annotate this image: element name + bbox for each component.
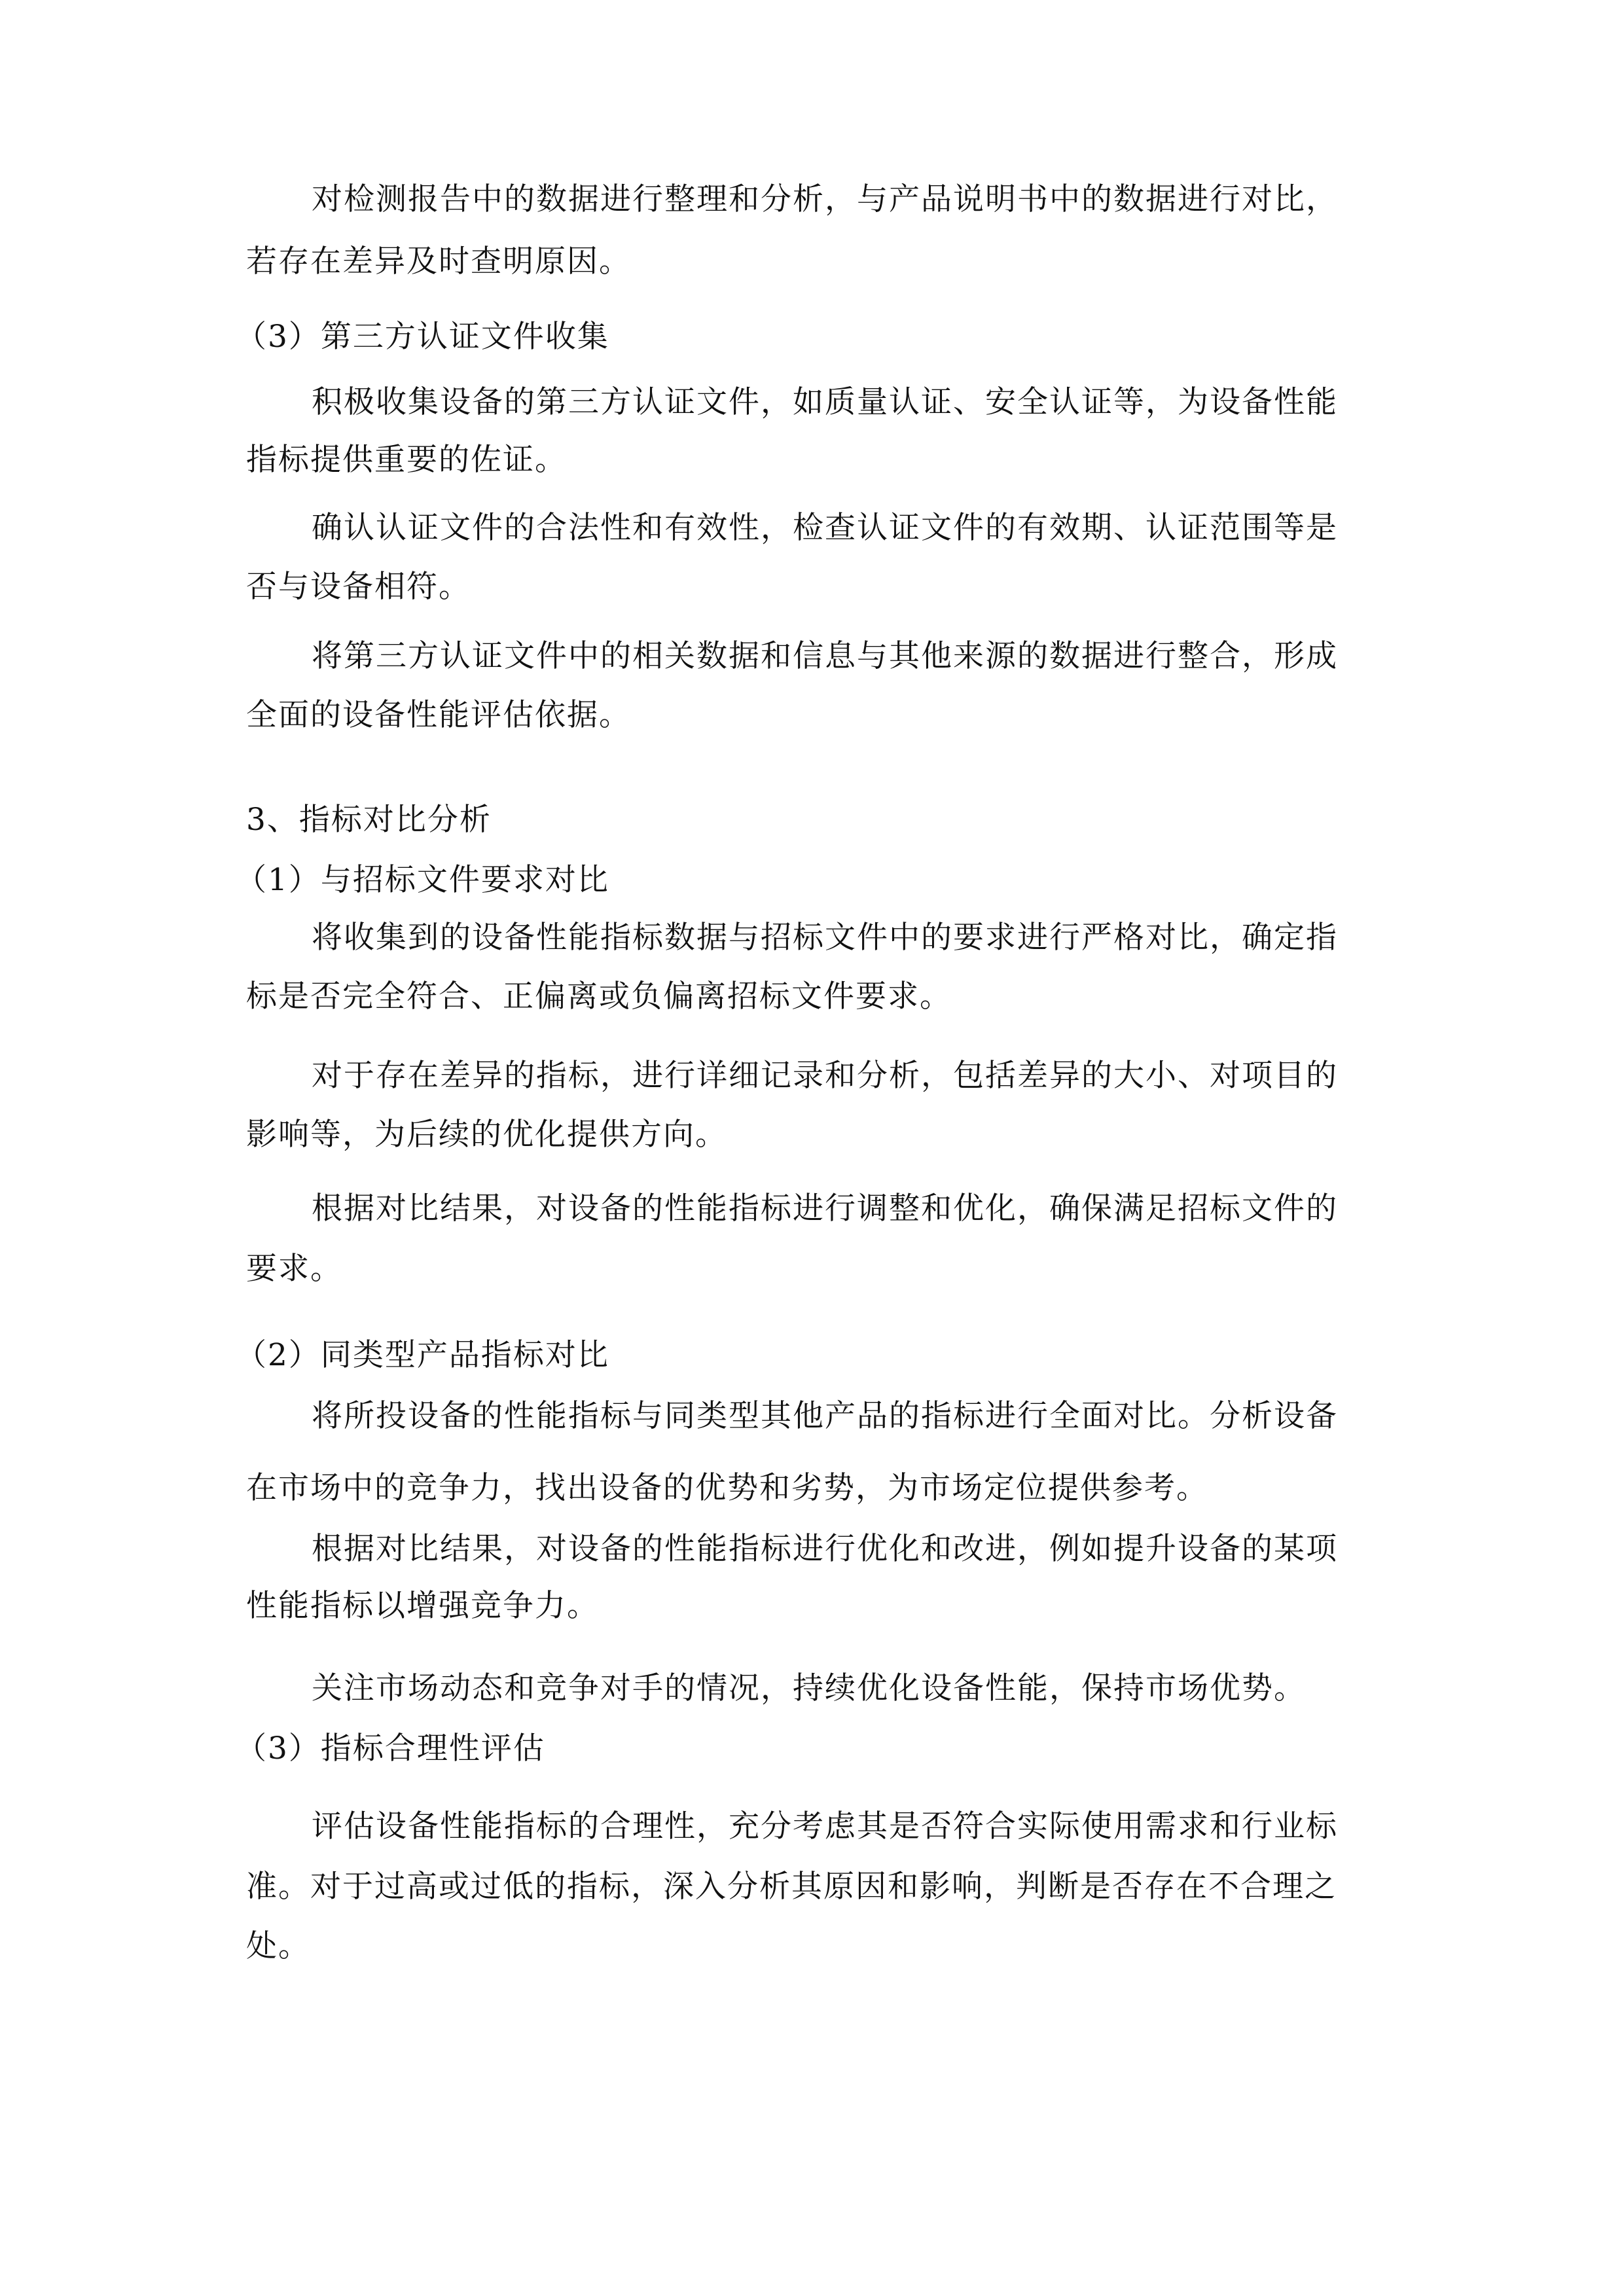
paragraph-line: 对于存在差异的指标，进行详细记录和分析，包括差异的大小、对项目的 — [312, 1058, 1338, 1094]
section-heading: （3）第三方认证文件收集 — [236, 319, 609, 355]
paragraph-line: 将收集到的设备性能指标数据与招标文件中的要求进行严格对比，确定指 — [312, 920, 1338, 956]
paragraph-line: 根据对比结果，对设备的性能指标进行调整和优化，确保满足招标文件的 — [312, 1191, 1338, 1227]
paragraph-line: 全面的设备性能评估依据。 — [246, 697, 631, 733]
paragraph-line: 根据对比结果，对设备的性能指标进行优化和改进，例如提升设备的某项 — [312, 1531, 1338, 1567]
paragraph-line: 处。 — [246, 1928, 310, 1964]
section-heading: （2）同类型产品指标对比 — [236, 1337, 609, 1373]
paragraph-line: 确认认证文件的合法性和有效性，检查认证文件的有效期、认证范围等是 — [312, 510, 1338, 546]
paragraph-line: 指标提供重要的佐证。 — [246, 442, 567, 478]
paragraph-line: 对检测报告中的数据进行整理和分析，与产品说明书中的数据进行对比， — [312, 181, 1338, 217]
section-heading: （1）与招标文件要求对比 — [236, 862, 609, 898]
paragraph-line: 积极收集设备的第三方认证文件，如质量认证、安全认证等，为设备性能 — [312, 384, 1338, 420]
paragraph-line: 影响等，为后续的优化提供方向。 — [246, 1117, 727, 1153]
paragraph-line: 关注市场动态和竞争对手的情况，持续优化设备性能，保持市场优势。 — [312, 1670, 1306, 1706]
paragraph-line: 3、指标对比分析 — [246, 802, 492, 838]
paragraph-line: 若存在差异及时查明原因。 — [246, 243, 631, 279]
paragraph-line: 在市场中的竞争力，找出设备的优势和劣势，为市场定位提供参考。 — [246, 1470, 1208, 1506]
paragraph-line: 标是否完全符合、正偏离或负偏离招标文件要求。 — [246, 978, 952, 1014]
paragraph-line: 将所投设备的性能指标与同类型其他产品的指标进行全面对比。分析设备 — [312, 1398, 1338, 1434]
paragraph-line: 准。对于过高或过低的指标，深入分析其原因和影响，判断是否存在不合理之 — [246, 1869, 1337, 1905]
paragraph-line: 否与设备相符。 — [246, 569, 471, 605]
paragraph-line: 评估设备性能指标的合理性，充分考虑其是否符合实际使用需求和行业标 — [312, 1808, 1338, 1844]
paragraph-line: 要求。 — [246, 1251, 342, 1287]
section-heading: （3）指标合理性评估 — [236, 1731, 545, 1767]
paragraph-line: 将第三方认证文件中的相关数据和信息与其他来源的数据进行整合，形成 — [312, 638, 1338, 674]
paragraph-line: 性能指标以增强竞争力。 — [246, 1588, 599, 1624]
